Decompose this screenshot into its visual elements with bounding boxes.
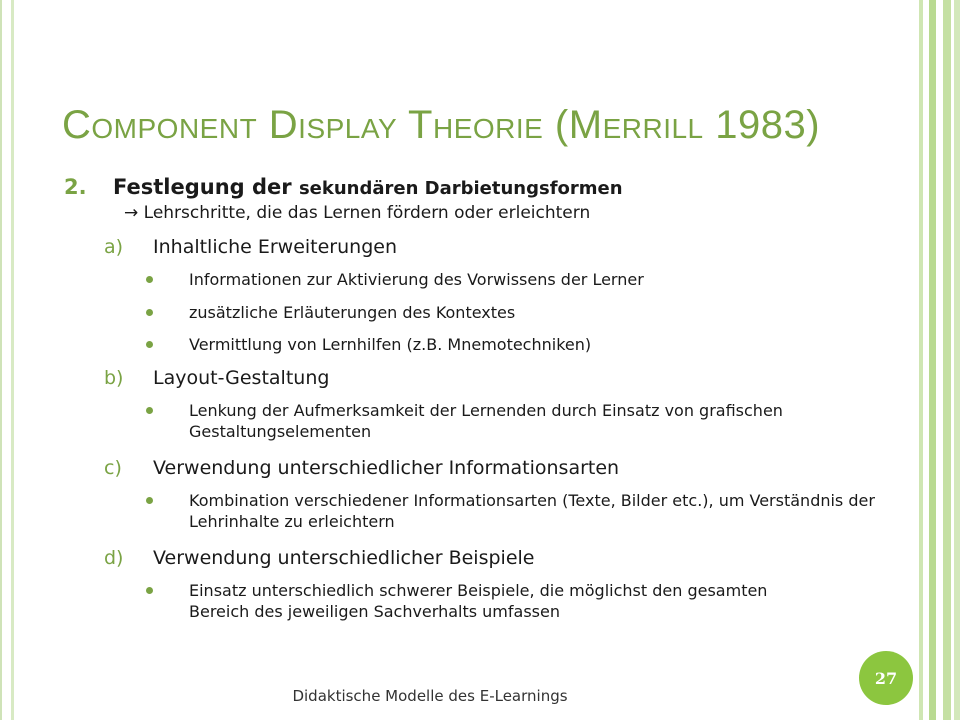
bullet-dot bbox=[146, 497, 153, 504]
bullet-item: zusätzliche Erläuterungen des Kontextes bbox=[189, 303, 516, 322]
section-b-letter: b) bbox=[104, 367, 124, 389]
section-a-title: Inhaltliche Erweiterungen bbox=[153, 236, 397, 258]
slide-title: Component Display Theorie (Merrill 1983) bbox=[62, 103, 821, 147]
section-b-title: Layout-Gestaltung bbox=[153, 367, 330, 389]
section-c-letter: c) bbox=[104, 457, 122, 479]
right-frame-stripes bbox=[916, 0, 960, 720]
section-d-letter: d) bbox=[104, 547, 124, 569]
section-d-title: Verwendung unterschiedlicher Beispiele bbox=[153, 547, 535, 569]
bullet-item: Lenkung der Aufmerksamkeit der Lernenden durch Einsatz von grafischen Gestaltungselementen bbox=[189, 401, 783, 441]
page-number-badge: 27 bbox=[859, 651, 913, 705]
bullet-item: Informationen zur Aktivierung des Vorwissens der Lerner bbox=[189, 270, 644, 289]
point-number: 2. bbox=[64, 175, 87, 199]
slide-footer: Didaktische Modelle des E-Learnings bbox=[292, 687, 568, 705]
section-a-letter: a) bbox=[104, 236, 124, 258]
bullet-dot bbox=[146, 341, 153, 348]
bullet-dot bbox=[146, 587, 153, 594]
point-arrow-note: → Lehrschritte, die das Lernen fördern oder erleichtern bbox=[124, 203, 591, 223]
point-title-main: Festlegung der bbox=[113, 175, 292, 199]
section-c-title: Verwendung unterschiedlicher Informationsarten bbox=[153, 457, 620, 479]
point-title-sub: sekundären Darbietungsformen bbox=[298, 178, 623, 199]
bullet-item: Vermittlung von Lernhilfen (z.B. Mnemotechniken) bbox=[189, 335, 592, 354]
bullet-item: Einsatz unterschiedlich schwerer Beispiele, die möglichst den gesamten Bereich des jeweiligen Sachverhalts umfassen bbox=[189, 581, 768, 621]
bullet-item: Kombination verschiedener Informationsarten (Texte, Bilder etc.), um Verständnis der Lehrinhalte zu erleichtern bbox=[189, 491, 875, 531]
bullet-dot bbox=[146, 309, 153, 316]
bullet-dot bbox=[146, 407, 153, 414]
point-title bbox=[113, 175, 623, 199]
left-frame-border bbox=[0, 0, 14, 720]
bullet-dot bbox=[146, 276, 153, 283]
